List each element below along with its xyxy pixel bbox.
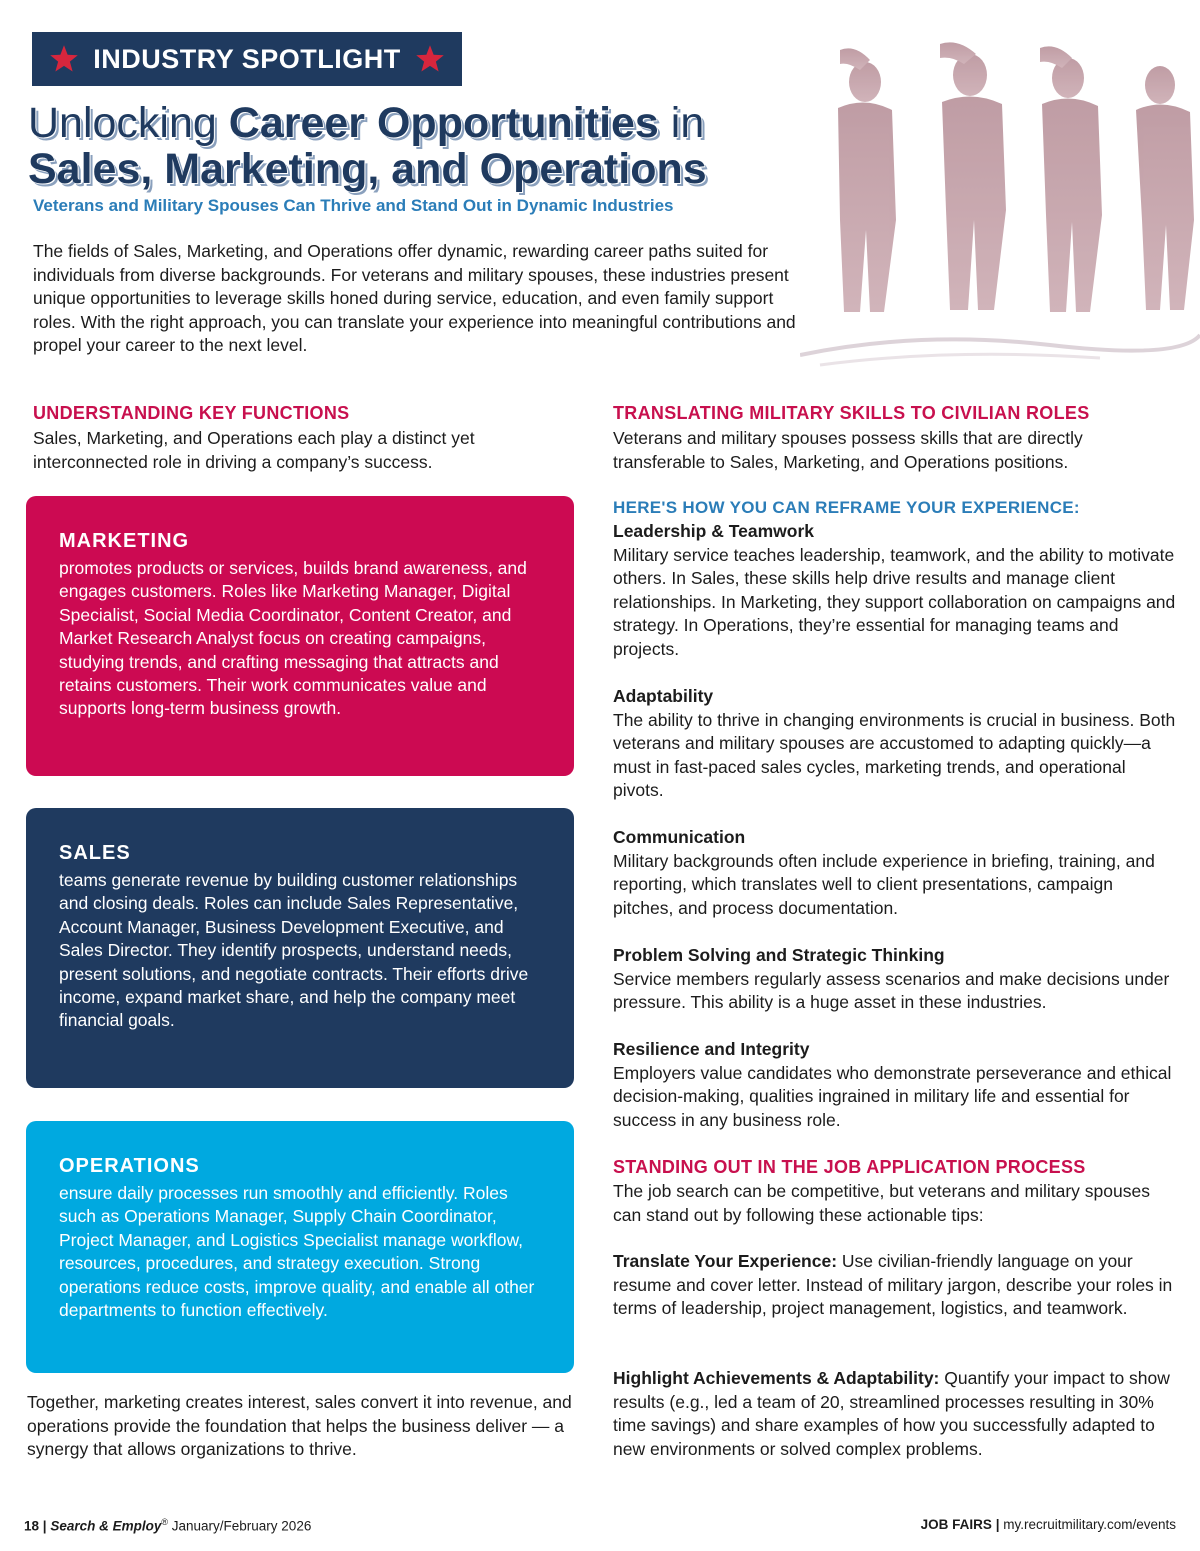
standing-out-intro: The job search can be competitive, but veterans and military spouses can stand out by following these actionable tips: [613, 1181, 1150, 1225]
sales-body: teams generate revenue by building customer relationships and closing deals. Roles can include Sales Representative, Account Manager, Business Development Executive, and Sales Director. They identify prospects, understand needs, present solutions, and negotiate contracts. Their efforts drive income, expand market share, and help the company meet financial goals. [59, 870, 529, 1031]
job-fairs-label: JOB FAIRS [920, 1517, 992, 1532]
standing-out-heading: STANDING OUT IN THE JOB APPLICATION PROCESS [613, 1157, 1086, 1177]
saluting-soldiers-illustration [800, 30, 1200, 370]
banner-label: INDUSTRY SPOTLIGHT [93, 43, 401, 74]
industry-spotlight-banner [32, 32, 462, 86]
footer-left: 18 | Search & Employ® January/February 2026 [24, 1517, 312, 1534]
subtitle: Veterans and Military Spouses Can Thrive and Stand Out in Dynamic Industries [33, 196, 674, 215]
star-icon [415, 44, 445, 74]
skill-item: Communication Military backgrounds often include experience in briefing, training, and reporting, which translates well to client presentations, campaign pitches, and process documentation. [613, 827, 1155, 918]
page-title: Unlocking Career Opportunities in Sales, Marketing, and Operations [28, 99, 707, 193]
reframe-heading: HERE'S HOW YOU CAN REFRAME YOUR EXPERIENCE: [613, 498, 1080, 517]
issue-date: January/February 2026 [168, 1518, 312, 1534]
right-intro: Veterans and military spouses possess skills that are directly transferable to Sales, Marketing, and Operations positions. [613, 428, 1083, 472]
operations-title: OPERATIONS [59, 1155, 200, 1177]
sales-box [26, 808, 574, 1088]
tip-item: Highlight Achievements & Adaptability: Quantify your impact to show results (e.g., led a team of 20, streamlined processes resulting in 30% time savings) and share examples of how you successfully adapted to new environments or solved complex problems. [613, 1368, 1170, 1459]
closing-paragraph: Together, marketing creates interest, sales convert it into revenue, and operations provide the foundation that helps the business deliver — a synergy that allows organizations to thrive. [27, 1392, 572, 1460]
marketing-title: MARKETING [59, 530, 190, 552]
tip-item: Translate Your Experience: Use civilian-friendly language on your resume and cover letter. Instead of military jargon, describe your roles in terms of leadership, project management, logistics, and teamwork. [613, 1251, 1173, 1319]
understanding-key-functions-heading: UNDERSTANDING KEY FUNCTIONS [33, 403, 350, 423]
footer-right: JOB FAIRS | my.recruitmilitary.com/events [920, 1517, 1176, 1532]
marketing-body: promotes products or services, builds brand awareness, and engages customers. Roles like Marketing Manager, Digital Specialist, Social Media Coordinator, Content Creator, and Market Research Analyst focus on creating campaigns, studying trends, and crafting messaging that attracts and retains customers. Their work communicates value and supports long-term business growth. [59, 558, 527, 719]
page-number: 18 [24, 1518, 40, 1534]
translating-skills-heading: TRANSLATING MILITARY SKILLS TO CIVILIAN ROLES [613, 403, 1090, 423]
magazine-name: Search & Employ [50, 1518, 162, 1534]
marketing-box [26, 496, 574, 776]
skill-item: Adaptability The ability to thrive in changing environments is crucial in business. Both veterans and military spouses are accustomed to adapting quickly—a must in fast-paced sales cycles, marketing trends, and operational pivots. [613, 686, 1176, 801]
sales-title: SALES [59, 842, 131, 864]
skill-item: Problem Solving and Strategic Thinking Service members regularly assess scenarios and make decisions under pressure. This ability is a huge asset in these industries. [613, 945, 1170, 1013]
operations-box [26, 1121, 574, 1373]
left-intro: Sales, Marketing, and Operations each play a distinct yet interconnected role in driving a company’s success. [33, 428, 475, 472]
skill-item: Resilience and Integrity Employers value candidates who demonstrate perseverance and ethical decision-making, qualities ingrained in military life and essential for success in any business role. [613, 1039, 1172, 1130]
job-fairs-url: my.recruitmilitary.com/events [1003, 1517, 1176, 1532]
intro-paragraph: The fields of Sales, Marketing, and Operations offer dynamic, rewarding career paths suited for individuals from diverse backgrounds. For veterans and military spouses, these industries present unique opportunities to leverage skills honed during service, education, and even family support roles. With the right approach, you can translate your experience into meaningful contributions and propel your career to the next level. [33, 241, 796, 356]
star-icon [49, 44, 79, 74]
operations-body: ensure daily processes run smoothly and efficiently. Roles such as Operations Manager, Supply Chain Coordinator, Project Manager, and Logistics Specialist manage workflow, resources, procedures, and strategy execution. Strong operations reduce costs, improve quality, and enable all other departments to function effectively. [59, 1183, 535, 1321]
skill-item: Leadership & Teamwork Military service teaches leadership, teamwork, and the ability to motivate others. In Sales, these skills help drive results and manage client relationships. In Marketing, they support collaboration on campaigns and strategy. In Operations, they’re essential for managing teams and projects. [613, 521, 1176, 659]
